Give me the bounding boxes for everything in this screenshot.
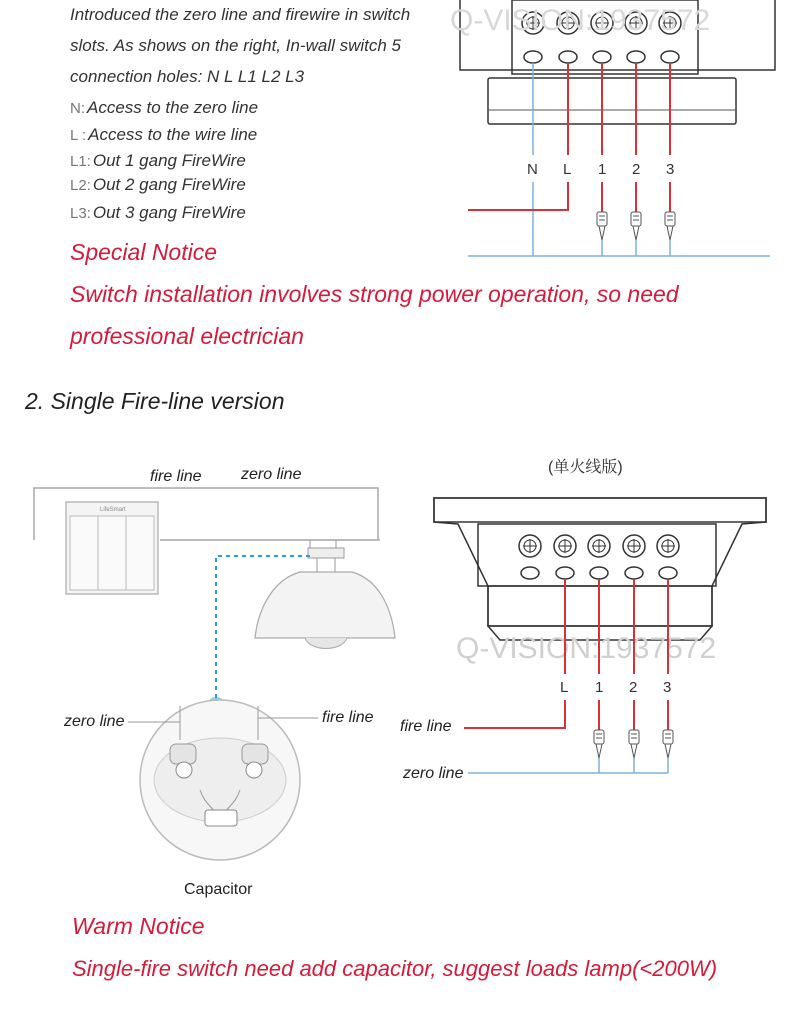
- bulb-icon: [665, 212, 675, 240]
- house-zero-line-label: zero line: [241, 466, 302, 483]
- lamp-base-illustration: [128, 700, 318, 860]
- lamp-fire-line-label: fire line: [322, 709, 374, 726]
- special-notice-title: Special Notice: [70, 239, 218, 265]
- bottom-label-3: 3: [663, 679, 672, 696]
- bottom-label-l: L: [560, 679, 569, 696]
- bulb-icon: [597, 212, 607, 240]
- screw-5: [657, 535, 679, 579]
- capacitor-icon: [205, 810, 237, 826]
- bulb-icon: [629, 730, 639, 758]
- top-bulbs: [597, 212, 675, 240]
- bulb-icon: [594, 730, 604, 758]
- bottom-terminal-screws: [519, 535, 679, 579]
- switch-brand-label: LifeSmart: [100, 507, 126, 513]
- special-notice-line-1: Switch installation involves strong power operation, so need: [70, 281, 679, 307]
- diagram-label-1: 1: [598, 161, 607, 178]
- bottom-label-1: 1: [595, 679, 604, 696]
- warm-notice-title: Warm Notice: [72, 913, 205, 939]
- bottom-bulbs: [594, 730, 673, 758]
- intro-line-1: Introduced the zero line and firewire in switch: [70, 5, 411, 24]
- capacitor-label: Capacitor: [184, 881, 253, 898]
- terminal-desc: Out 2 gang FireWire: [92, 175, 246, 194]
- bottom-watermark: Q-VISION:1937572: [456, 632, 717, 665]
- screw-3: [588, 535, 610, 579]
- screw-2: [554, 535, 576, 579]
- lamp-zero-line-label: zero line: [64, 713, 125, 730]
- warm-notice-text: Single-fire switch need add capacitor, suggest loads lamp(<200W): [72, 956, 718, 981]
- screw-1: [519, 535, 541, 579]
- diagram-zero-line-label: zero line: [403, 765, 464, 782]
- section-title: 2. Single Fire-line version: [25, 388, 285, 414]
- diagram-heading: (单火线版): [548, 459, 623, 476]
- bulb-icon: [663, 730, 673, 758]
- diagram-label-n: N: [527, 161, 538, 178]
- terminal-desc: Out 1 gang FireWire: [92, 151, 246, 170]
- terminal-code: L2:: [70, 177, 91, 194]
- terminal-desc: Access to the wire line: [88, 125, 258, 144]
- bulb-icon: [631, 212, 641, 240]
- diagram-fire-line-label: fire line: [400, 718, 452, 735]
- ceiling-lamp-icon: [255, 548, 395, 649]
- diagram-label-l: L: [563, 161, 572, 178]
- top-wires: [468, 63, 770, 256]
- top-watermark: Q-VISION:1937572: [450, 4, 711, 37]
- terminal-desc: Out 3 gang FireWire: [92, 203, 246, 222]
- bottom-label-2: 2: [629, 679, 638, 696]
- terminal-desc: Access to the zero line: [87, 98, 259, 117]
- intro-line-2: slots. As shows on the right, In-wall switch 5: [70, 36, 402, 55]
- screw-4: [623, 535, 645, 579]
- terminal-code: N:: [70, 100, 85, 117]
- special-notice-line-2: professional electrician: [70, 323, 304, 349]
- house-fire-line-label: fire line: [150, 468, 202, 485]
- diagram-label-2: 2: [632, 161, 641, 178]
- intro-line-3: connection holes: N L L1 L2 L3: [70, 67, 305, 86]
- terminal-code: L :: [70, 127, 87, 144]
- terminal-code: L3:: [70, 205, 91, 222]
- terminal-code: L1:: [70, 153, 91, 170]
- diagram-label-3: 3: [666, 161, 675, 178]
